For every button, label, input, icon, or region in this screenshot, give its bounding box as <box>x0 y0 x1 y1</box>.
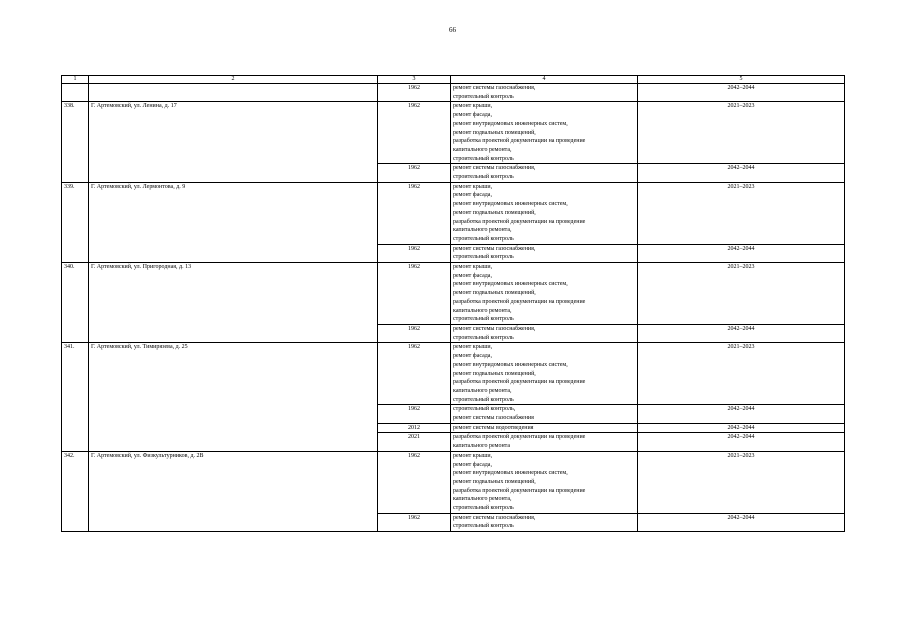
header-row <box>62 76 845 84</box>
work-item: разработка проектной документации на проведение <box>453 487 586 494</box>
table-row <box>62 343 845 405</box>
works-cell <box>451 84 638 102</box>
work-item: ремонт подвальных помещений, <box>453 478 536 485</box>
work-item: строительный контроль <box>453 523 514 530</box>
table-row <box>62 451 845 513</box>
header-col-3: 3 <box>378 76 451 84</box>
work-item: ремонт подвальных помещений, <box>453 290 536 297</box>
year-cell: 1962 <box>378 451 451 513</box>
period-cell: 2021–2023 <box>638 263 845 325</box>
works-cell <box>451 182 638 244</box>
period-cell: 2021–2023 <box>638 451 845 513</box>
number-cell: 340. <box>62 263 89 343</box>
work-item: ремонт крыши, <box>453 183 493 190</box>
period-cell: 2042–2044 <box>638 324 845 342</box>
work-item: ремонт фасада, <box>453 461 492 468</box>
work-item: ремонт системы газоснабжения, <box>453 245 536 252</box>
work-item: ремонт системы водоотведения <box>453 424 534 431</box>
address-cell: Г. Артемовский, ул. Ленина, д. 17 <box>89 102 378 182</box>
work-item: строительный контроль <box>453 505 514 512</box>
works-cell <box>451 244 638 262</box>
work-item: ремонт внутридомовых инженерных систем, <box>453 120 568 127</box>
work-item: ремонт внутридомовых инженерных систем, <box>453 281 568 288</box>
work-item: ремонт внутридомовых инженерных систем, <box>453 470 568 477</box>
works-cell <box>451 513 638 531</box>
work-item: разработка проектной документации на проведение <box>453 379 586 386</box>
year-cell: 1962 <box>378 343 451 405</box>
work-item: ремонт системы газоснабжения, <box>453 85 536 91</box>
page-number: 66 <box>449 26 456 34</box>
work-item: ремонт фасада, <box>453 272 492 279</box>
work-item: ремонт фасада, <box>453 192 492 199</box>
works-cell <box>451 164 638 182</box>
work-item: строительный контроль, <box>453 406 516 413</box>
table-row <box>62 182 845 244</box>
work-item: ремонт крыши, <box>453 103 493 110</box>
year-cell: 1962 <box>378 263 451 325</box>
table-header <box>62 76 845 84</box>
period-cell: 2042–2044 <box>638 84 845 102</box>
period-cell: 2042–2044 <box>638 244 845 262</box>
work-item: ремонт системы газоснабжения <box>453 415 534 422</box>
year-cell: 1962 <box>378 244 451 262</box>
work-item: разработка проектной документации на проведение <box>453 434 586 441</box>
address-cell: Г. Артемовский, ул. Тимирязева, д. 25 <box>89 343 378 451</box>
number-cell: 338. <box>62 102 89 182</box>
work-item: капитального ремонта, <box>453 387 512 394</box>
work-item: ремонт подвальных помещений, <box>453 209 536 216</box>
work-item: разработка проектной документации на проведение <box>453 298 586 305</box>
works-cell <box>451 102 638 164</box>
work-item: строительный контроль <box>453 316 514 323</box>
works-cell <box>451 451 638 513</box>
year-cell: 1962 <box>378 182 451 244</box>
number-cell: 339. <box>62 182 89 262</box>
number-cell <box>62 84 89 102</box>
works-cell <box>451 423 638 433</box>
work-item: ремонт фасада, <box>453 353 492 360</box>
header-col-1: 1 <box>62 76 89 84</box>
table-row <box>62 84 845 102</box>
number-cell: 342. <box>62 451 89 531</box>
work-item: разработка проектной документации на проведение <box>453 218 586 225</box>
work-item: строительный контроль <box>453 334 514 341</box>
work-item: капитального ремонта, <box>453 307 512 314</box>
year-cell: 2012 <box>378 423 451 433</box>
works-cell <box>451 324 638 342</box>
table-row <box>62 102 845 164</box>
work-item: строительный контроль <box>453 254 514 261</box>
address-cell: Г. Артемовский, ул. Лермонтова, д. 9 <box>89 182 378 262</box>
period-cell: 2042–2044 <box>638 164 845 182</box>
work-item: ремонт системы газоснабжения, <box>453 325 536 332</box>
address-cell <box>89 84 378 102</box>
work-item: ремонт фасада, <box>453 112 492 119</box>
works-cell <box>451 405 638 423</box>
work-item: ремонт подвальных помещений, <box>453 370 536 377</box>
work-item: капитального ремонта <box>453 443 511 450</box>
table-row <box>62 263 845 325</box>
works-cell <box>451 433 638 451</box>
period-cell: 2042–2044 <box>638 423 845 433</box>
period-cell: 2021–2023 <box>638 343 845 405</box>
period-cell: 2021–2023 <box>638 102 845 164</box>
year-cell: 1962 <box>378 513 451 531</box>
work-item: капитального ремонта, <box>453 146 512 153</box>
address-cell: Г. Артемовский, ул. Физкультурников, д. 2В <box>89 451 378 531</box>
year-cell: 1962 <box>378 102 451 164</box>
period-cell: 2042–2044 <box>638 433 845 451</box>
work-item: строительный контроль <box>453 93 514 100</box>
works-cell <box>451 263 638 325</box>
work-item: капитального ремонта, <box>453 227 512 234</box>
address-cell: Г. Артемовский, ул. Пригородная, д. 13 <box>89 263 378 343</box>
year-cell: 1962 <box>378 324 451 342</box>
work-item: строительный контроль <box>453 174 514 181</box>
work-item: капитального ремонта, <box>453 496 512 503</box>
year-cell: 1962 <box>378 164 451 182</box>
work-item: ремонт системы газоснабжения, <box>453 514 536 521</box>
work-item: ремонт внутридомовых инженерных систем, <box>453 361 568 368</box>
work-item: строительный контроль <box>453 155 514 162</box>
work-item: разработка проектной документации на проведение <box>453 138 586 145</box>
work-item: ремонт системы газоснабжения, <box>453 165 536 172</box>
work-item: ремонт крыши, <box>453 344 493 351</box>
work-item: ремонт крыши, <box>453 452 493 459</box>
work-item: строительный контроль <box>453 396 514 403</box>
year-cell: 2021 <box>378 433 451 451</box>
header-col-4: 4 <box>451 76 638 84</box>
work-item: ремонт внутридомовых инженерных систем, <box>453 201 568 208</box>
repair-schedule-table <box>61 75 845 532</box>
year-cell: 1962 <box>378 405 451 423</box>
header-col-5: 5 <box>638 76 845 84</box>
period-cell: 2021–2023 <box>638 182 845 244</box>
period-cell: 2042–2044 <box>638 513 845 531</box>
works-cell <box>451 343 638 405</box>
work-item: ремонт крыши, <box>453 264 493 271</box>
work-item: ремонт подвальных помещений, <box>453 129 536 136</box>
work-item: строительный контроль <box>453 235 514 242</box>
header-col-2: 2 <box>89 76 378 84</box>
table-body <box>62 84 845 532</box>
period-cell: 2042–2044 <box>638 405 845 423</box>
year-cell: 1962 <box>378 84 451 102</box>
number-cell: 341. <box>62 343 89 451</box>
